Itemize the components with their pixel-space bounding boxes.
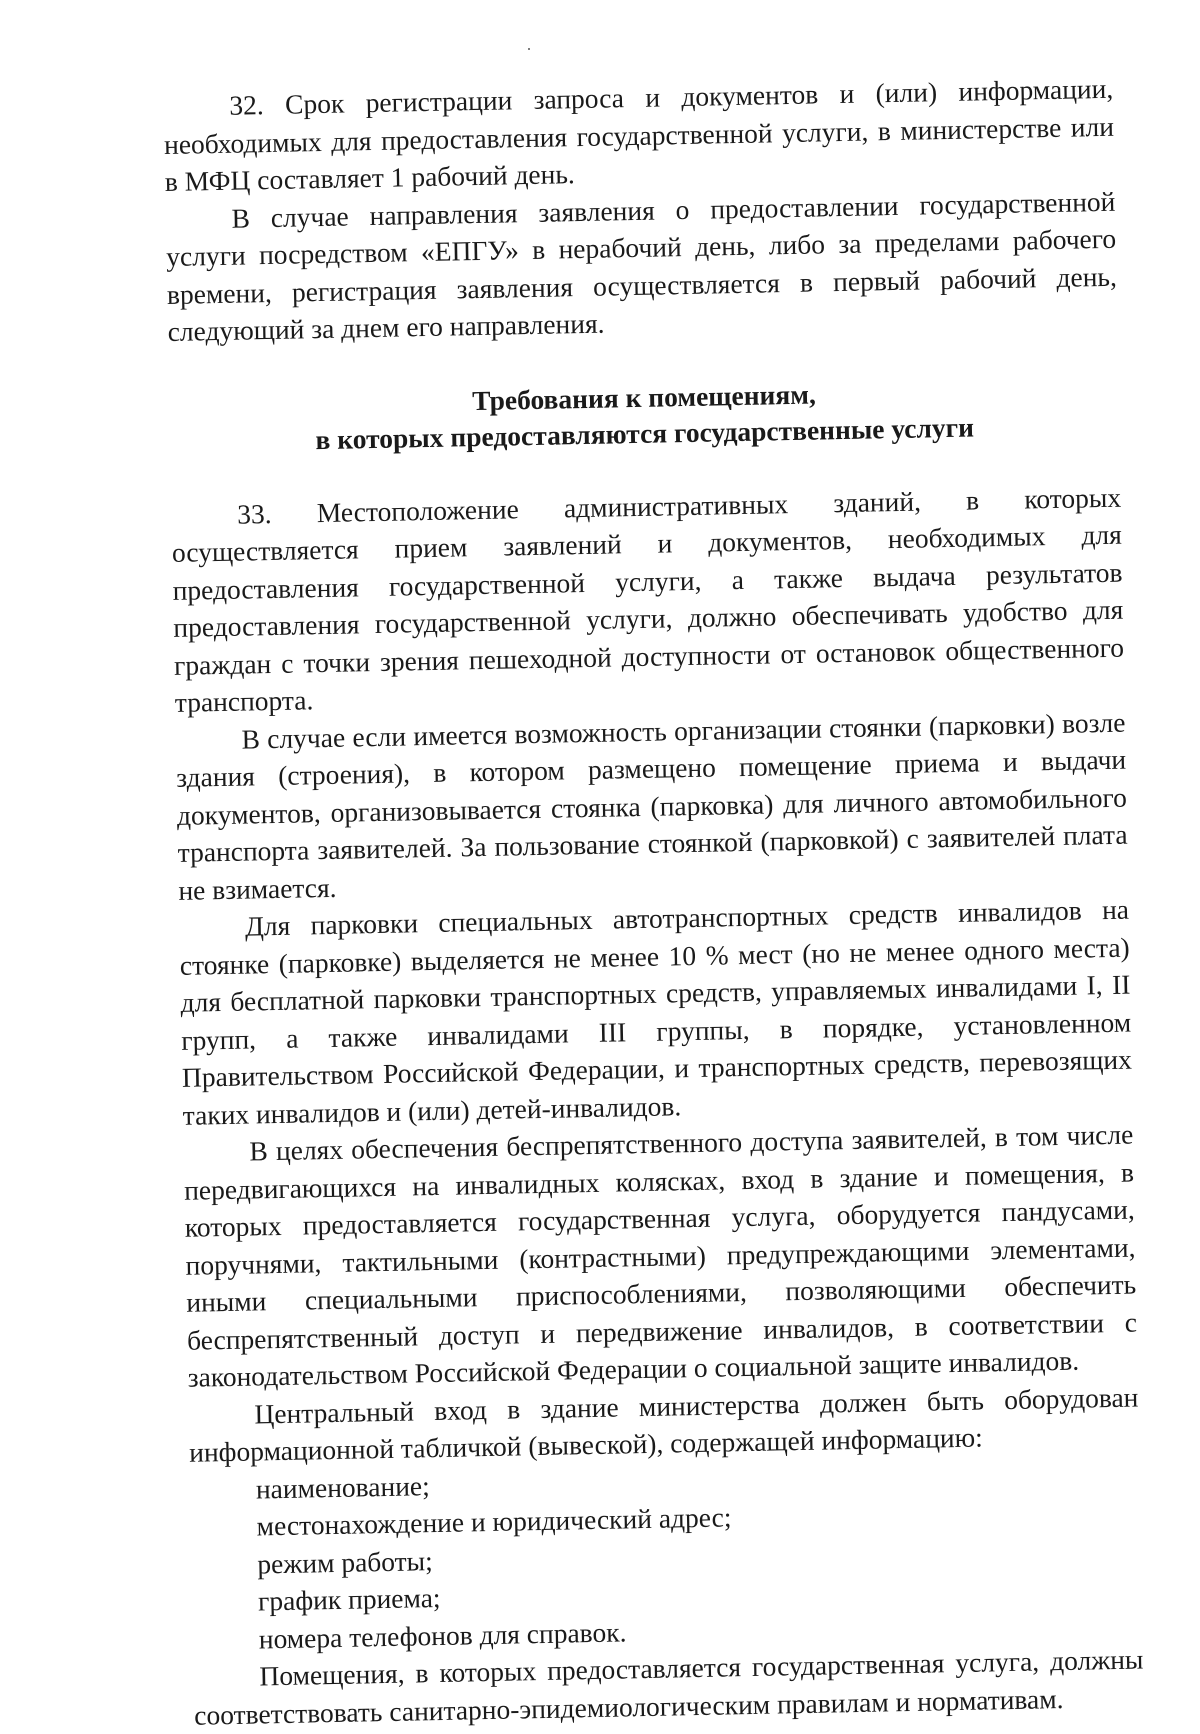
section-heading-line-1: Требования к помещениям, (471, 378, 817, 416)
list-item: номера телефонов для справок. (258, 1615, 627, 1654)
paragraph-entrance-sign: Центральный вход в здание министерства должен быть оборудован информационной табличкой (вывеской), содержащей информацию: (188, 1381, 1139, 1468)
list-item: режим работы; (257, 1544, 434, 1579)
list-item: местонахождение и юридический адрес; (256, 1501, 732, 1542)
paragraph-sanitary: Помещения, в которых предоставляется государственная услуга, должны соответствовать санитарно-эпидемиологическим правилам и нормативам. (193, 1643, 1144, 1731)
document-body (163, 70, 1144, 1734)
list-item: наименование; (255, 1469, 430, 1504)
list-item: график приема; (257, 1581, 441, 1617)
paragraph-33: 33. Местоположение административных зданий, в которых осуществляется прием заявлений и документов, необходимых для предоставления государственной услуги, а также выдача результатов предоставления государственной услуги, должно обеспечивать удобство для граждан с точки зрения пешеходной доступности от остановок общественного транспорта. (171, 481, 1125, 718)
section-heading-line-2: в которых предоставляются государственные услуги (315, 410, 975, 455)
paragraph-parking: В случае если имеется возможность организации стоянки (парковки) возле здания (строения), в котором размещено помещение приема и выдачи документов, организовывается стоянка (парковка) для личного автомобильного транспорта заявителей. За пользование стоянкой (парковкой) с заявителей плата не взимается. (175, 706, 1128, 906)
paragraph-disabled-parking: Для парковки специальных автотранспортных средств инвалидов на стоянке (парковке) выделяется не менее 10 % мест (но не менее одного места) для бесплатной парковки транспортных средств, управляемых инвалидами I, II групп, а также инвалидами III группы, в порядке, установленном Правительством Российской Федерации, и транспортных средств, перевозящих таких инвалидов и (или) детей-инвалидов. (179, 893, 1133, 1131)
section-heading (169, 370, 1120, 460)
paragraph-32: 32. Срок регистрации запроса и документов и (или) информации, необходимых для предоставления государственной услуги, в министерстве или в МФЦ составляет 1 рабочий день. (163, 72, 1115, 197)
paragraph-accessibility: В целях обеспечения беспрепятственного доступа заявителей, в том числе передвигающихся на инвалидных колясках, вход в здание и помещения, в которых предоставляется государственная услуга, оборудуется пандусами, поручнями, тактильными (контрастными) предупреждающими элементами, иными специальными приспособлениями, позволяющими обеспечить беспрепятственный доступ и передвижение инвалидов, в соответствии с законодательством Российской Федерации о социальной защите инвалидов. (183, 1118, 1138, 1393)
paragraph-epgu-registration: В случае направления заявления о предоставлении государственной услуги посредством «ЕПГУ» в нерабочий день, либо за пределами рабочего времени, регистрация заявления осуществляется в первый рабочий день, следующий за днем его направления. (165, 185, 1118, 347)
scan-speck (528, 48, 530, 50)
